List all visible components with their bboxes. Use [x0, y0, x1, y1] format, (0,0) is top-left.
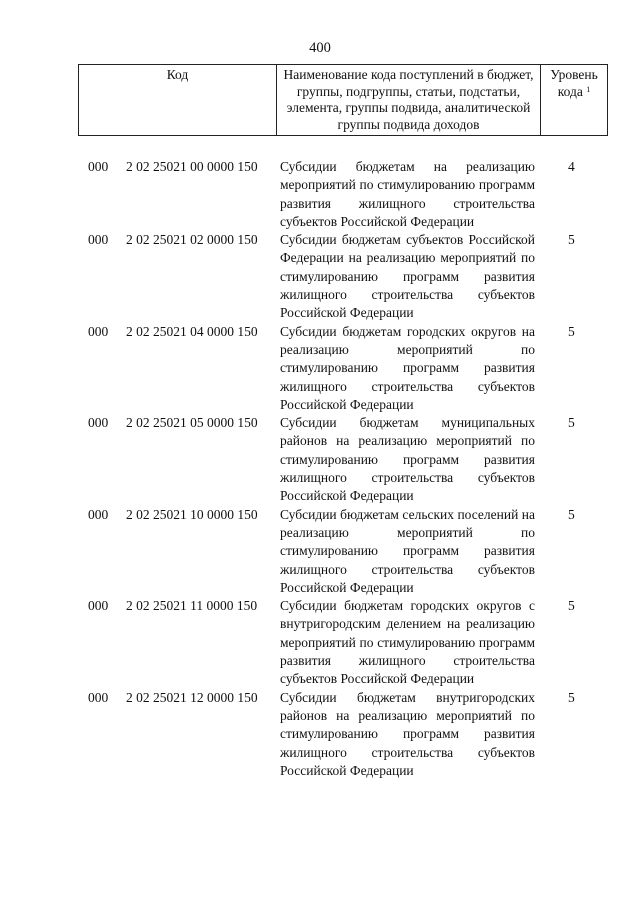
- row-code: 2 02 25021 00 0000 150: [126, 159, 258, 174]
- row-name: Субсидии бюджетам субъектов Российской Федерации на реализацию мероприятий по стимулированию программ развития жилищного строительства субъектов Российской Федерации: [280, 232, 535, 321]
- row-level: 4: [568, 159, 575, 174]
- header-level-label: Уровень кода: [550, 67, 598, 99]
- header-level-footnote: 1: [586, 84, 591, 94]
- page-number: 400: [309, 40, 331, 56]
- table-row: [0, 414, 640, 505]
- row-name: Субсидии бюджетам городских округов с внутригородским делением на реализацию мероприятий по стимулированию программ развития жилищного строительства субъектов Российской Федерации: [280, 598, 535, 687]
- row-prefix: 000: [88, 506, 109, 522]
- header-name: [277, 65, 541, 135]
- table-row: [0, 597, 640, 688]
- row-prefix: 000: [88, 689, 109, 705]
- table-row: [0, 231, 640, 322]
- row-level: 5: [568, 232, 575, 248]
- row-name: Субсидии бюджетам сельских поселений на реализацию мероприятий по стимулированию программ развития жилищного строительства субъектов Российской Федерации: [280, 506, 535, 595]
- row-name: Субсидии бюджетам муниципальных районов на реализацию мероприятий по стимулированию программ развития жилищного строительства субъектов Российской Федерации: [280, 415, 535, 504]
- row-level: 5: [568, 689, 575, 705]
- row-level: 5: [568, 415, 575, 431]
- row-level: 5: [568, 506, 575, 522]
- row-prefix: 000: [88, 232, 109, 248]
- table-header: [78, 64, 608, 136]
- row-code: 2 02 25021 04 0000 150: [126, 323, 258, 339]
- row-code: 2 02 25021 05 0000 150: [126, 415, 258, 431]
- row-prefix: 000: [88, 598, 109, 614]
- table-row: [0, 506, 640, 597]
- row-level: 5: [568, 598, 575, 614]
- row-name: Субсидии бюджетам внутригородских районов на реализацию мероприятий по стимулированию программ развития жилищного строительства субъектов Российской Федерации: [280, 689, 535, 778]
- row-code: 2 02 25021 11 0000 150: [126, 598, 258, 614]
- table-row: [0, 323, 640, 414]
- row-code: 2 02 25021 02 0000 150: [126, 232, 258, 248]
- row-prefix: 000: [88, 415, 109, 431]
- header-level: [541, 65, 607, 135]
- header-name-label: Наименование кода поступлений в бюджет, группы, подгруппы, статьи, подстатьи, элемента, группы подвида, аналитической группы подвида доходов: [283, 67, 534, 132]
- row-level: 5: [568, 323, 575, 339]
- row-prefix: 000: [88, 159, 109, 174]
- row-name: Субсидии бюджетам городских округов на реализацию мероприятий по стимулированию программ развития жилищного строительства субъектов Российской Федерации: [280, 323, 535, 412]
- table-row: [0, 158, 640, 231]
- row-name: Субсидии бюджетам на реализацию мероприятий по стимулированию программ развития жилищного строительства субъектов Российской Федерации: [280, 159, 535, 229]
- row-code: 2 02 25021 10 0000 150: [126, 506, 258, 522]
- header-code: [79, 65, 277, 135]
- table-row: [0, 689, 640, 780]
- row-prefix: 000: [88, 323, 109, 339]
- table-body: [0, 158, 640, 780]
- header-code-label: Код: [166, 67, 189, 82]
- row-code: 2 02 25021 12 0000 150: [126, 689, 258, 705]
